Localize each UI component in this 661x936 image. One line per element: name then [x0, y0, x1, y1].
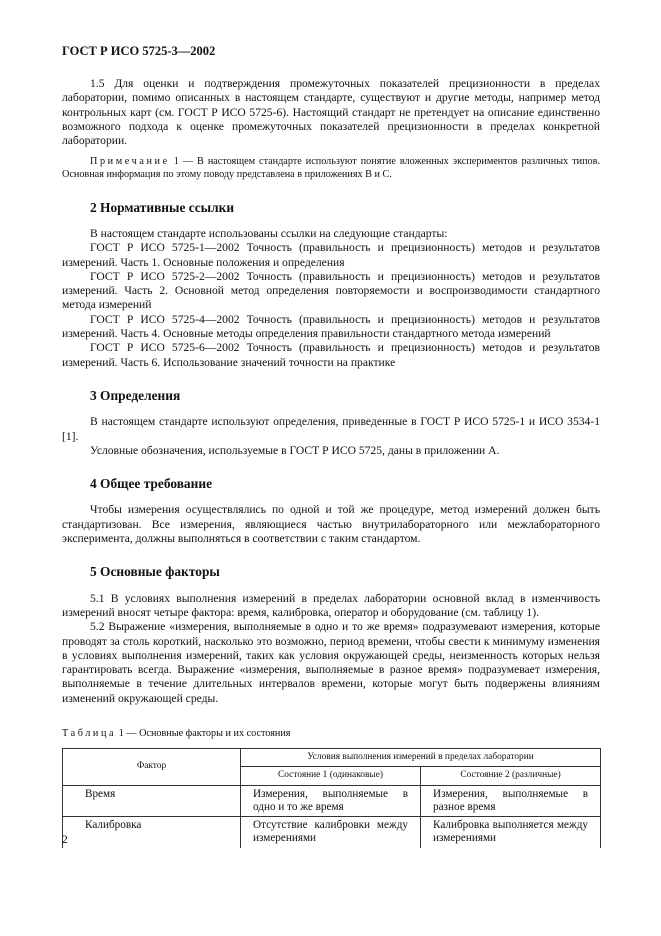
paragraph-5-1: 5.1 В условиях выполнения измерений в пределах лаборатории основной вклад в изменчивость измерений вносят четыре фактора: время, калибровка, оператор и оборудование (см. таблицу 1). [62, 591, 600, 619]
factors-table [62, 748, 601, 847]
table-cell-state-2: Измерения, выполняемые в разное время [421, 785, 601, 816]
note-text: 1 — В настоящем стандарте используют понятие вложенных экспериментов различных типов. Основная информация по этому поводу представлена в приложениях В и С. [62, 156, 600, 181]
page-content [62, 77, 600, 848]
table-cell-state-1: Измерения, выполняемые в одно и то же время [241, 785, 421, 816]
reference-item: ГОСТ Р ИСО 5725-6—2002 Точность (правильность и прецизионность) методов и результатов измерений. Часть 6. Использование значений точности на практике [62, 341, 600, 369]
paragraph-5-2: 5.2 Выражение «измерения, выполняемые в одно и то же время» подразумевают измерения, которые проводят за столь короткий, насколько это возможно, период времени, чтобы свести к минимуму изменения в условиях выполнения измерений, таких как условия окружающей среды, неизменность которых нельзя гарантировать всегда. Выражение «измерения, выполняемые в разное время» подразумевает измерения, выполняемые в течение длительных интервалов времени, которые могут быть подвержены влияниям изменений окружающей среды. [62, 620, 600, 705]
reference-item: ГОСТ Р ИСО 5725-2—2002 Точность (правильность и прецизионность) методов и результатов измерений. Часть 2. Основной метод определения повторяемости и воспроизводимости стандартного метода измерений [62, 269, 600, 312]
table-cell-factor: Калибровка [63, 817, 241, 848]
section-5-title: 5 Основные факторы [90, 564, 220, 580]
paragraph-1-5: 1.5 Для оценки и подтверждения промежуточных показателей прецизионности в пределах лаборатории, помимо описанных в настоящем стандарте, существуют и другие методы, например метод контрольных карт (см. ГОСТ Р ИСО 5725-6). Настоящий стандарт не претендует на описание единственно возможного подхода к оценке промежуточных показателей прецизионности в пределах конкретной лаборатории. [62, 77, 600, 148]
reference-item: ГОСТ Р ИСО 5725-1—2002 Точность (правильность и прецизионность) методов и результатов измерений. Часть 1. Основные положения и определения [62, 241, 600, 269]
section-2-title: 2 Нормативные ссылки [90, 199, 235, 215]
reference-item: ГОСТ Р ИСО 5725-4—2002 Точность (правильность и прецизионность) методов и результатов измерений. Часть 4. Основные методы определения правильности стандартного метода измерений [62, 312, 600, 341]
table-cell-state-1: Отсутствие калибровки между измерениями [241, 817, 421, 848]
header-state-2: Состояние 2 (различные) [421, 767, 601, 785]
note-label: Примечание [90, 156, 170, 168]
section-3-paragraph: В настоящем стандарте используют определения, приведенные в ГОСТ Р ИСО 5725-1 и ИСО 3534-1 [1]. [62, 415, 600, 443]
header-factor: Фактор [63, 749, 241, 785]
table-row [63, 785, 601, 816]
section-4-title: 4 Общее требование [90, 476, 213, 492]
header-conditions: Условия выполнения измерений в пределах лаборатории [241, 749, 601, 767]
section-4-paragraph: Чтобы измерения осуществлялись по одной и той же процедуре, метод измерений должен быть стандартизован. Все измерения, являющиеся частью внутрилабораторного или межлабораторного эксперимента, должны выполняться в соответствии с таким стандартом. [62, 503, 600, 546]
table-row [63, 817, 601, 848]
page-number: 2 [62, 833, 68, 846]
header-state-1: Состояние 1 (одинаковые) [241, 767, 421, 785]
section-2-intro: В настоящем стандарте использованы ссылки на следующие стандарты: [90, 226, 448, 240]
section-3-title: 3 Определения [90, 387, 181, 403]
table-caption-label: Таблица [62, 727, 117, 739]
table-caption-text: 1 — Основные факторы и их состояния [116, 727, 291, 739]
table-caption [62, 727, 600, 741]
section-3-paragraph: Условные обозначения, используемые в ГОСТ Р ИСО 5725, даны в приложении А. [90, 443, 500, 457]
table-cell-factor: Время [63, 785, 241, 816]
table-cell-state-2: Калибровка выполняется между измерениями [421, 817, 601, 848]
table-header-row [63, 749, 601, 767]
note-1 [62, 156, 600, 181]
document-header: ГОСТ Р ИСО 5725-3—2002 [62, 44, 216, 58]
